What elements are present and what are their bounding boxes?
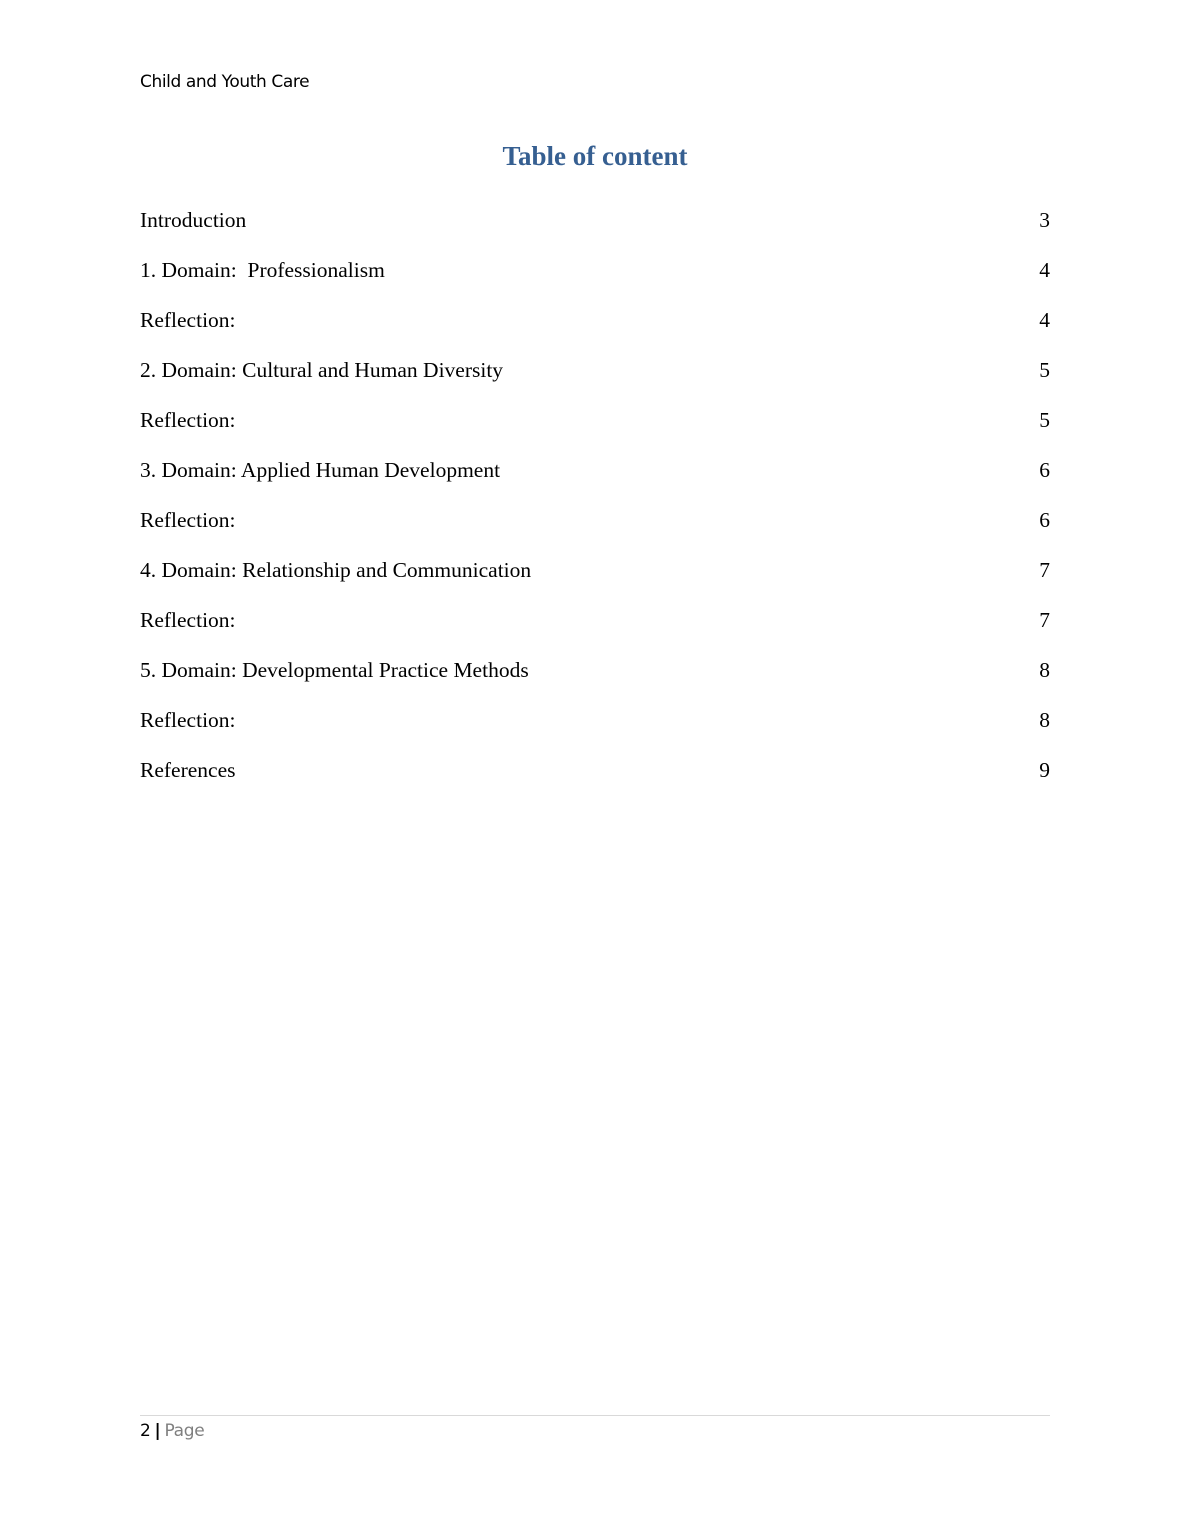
toc-entry-page: 8 <box>1039 658 1050 682</box>
footer-divider <box>140 1415 1050 1416</box>
toc-entry-domain-cultural-diversity[interactable] <box>140 355 1050 405</box>
toc-entry-reflection-4[interactable] <box>140 605 1050 655</box>
toc-entry-domain-relationship-communication[interactable] <box>140 555 1050 605</box>
toc-entry-page: 7 <box>1039 608 1050 632</box>
toc-entry-page: 5 <box>1039 358 1050 382</box>
table-of-contents <box>140 205 1050 805</box>
toc-entry-label: 5. Domain: Developmental Practice Methods <box>140 658 529 682</box>
toc-entry-domain-applied-human-development[interactable] <box>140 455 1050 505</box>
toc-entry-label: Introduction <box>140 208 247 232</box>
toc-entry-reflection-3[interactable] <box>140 505 1050 555</box>
toc-entry-label: Reflection: <box>140 608 236 632</box>
toc-entry-domain-professionalism[interactable] <box>140 255 1050 305</box>
toc-entry-reflection-5[interactable] <box>140 705 1050 755</box>
toc-entry-references[interactable] <box>140 755 1050 805</box>
page-footer <box>140 1419 204 1443</box>
toc-entry-label: References <box>140 758 236 782</box>
toc-entry-page: 8 <box>1039 708 1050 732</box>
toc-title: Table of content <box>502 141 688 171</box>
toc-entry-page: 3 <box>1039 208 1050 232</box>
toc-entry-page: 4 <box>1039 308 1050 332</box>
toc-entry-label: 1. Domain: Professionalism <box>140 258 385 282</box>
toc-entry-label: Reflection: <box>140 508 236 532</box>
toc-entry-reflection-1[interactable] <box>140 305 1050 355</box>
toc-entry-label: Reflection: <box>140 308 236 332</box>
toc-entry-reflection-2[interactable] <box>140 405 1050 455</box>
toc-entry-label: 3. Domain: Applied Human Development <box>140 458 501 482</box>
toc-entry-page: 7 <box>1039 558 1050 582</box>
toc-entry-page: 9 <box>1039 758 1050 782</box>
footer-page-label: Page <box>164 1421 205 1441</box>
toc-entry-domain-developmental-practice[interactable] <box>140 655 1050 705</box>
toc-entry-introduction[interactable] <box>140 205 1050 255</box>
toc-entry-label: Reflection: <box>140 408 236 432</box>
toc-entry-page: 6 <box>1039 508 1050 532</box>
toc-entry-page: 5 <box>1039 408 1050 432</box>
footer-separator: | <box>154 1421 161 1441</box>
toc-entry-page: 4 <box>1039 258 1050 282</box>
toc-entry-label: Reflection: <box>140 708 236 732</box>
toc-entry-page: 6 <box>1039 458 1050 482</box>
footer-page-number: 2 <box>140 1421 151 1441</box>
toc-entry-label: 4. Domain: Relationship and Communication <box>140 558 532 582</box>
toc-entry-label: 2. Domain: Cultural and Human Diversity <box>140 358 504 382</box>
running-header: Child and Youth Care <box>140 72 310 92</box>
